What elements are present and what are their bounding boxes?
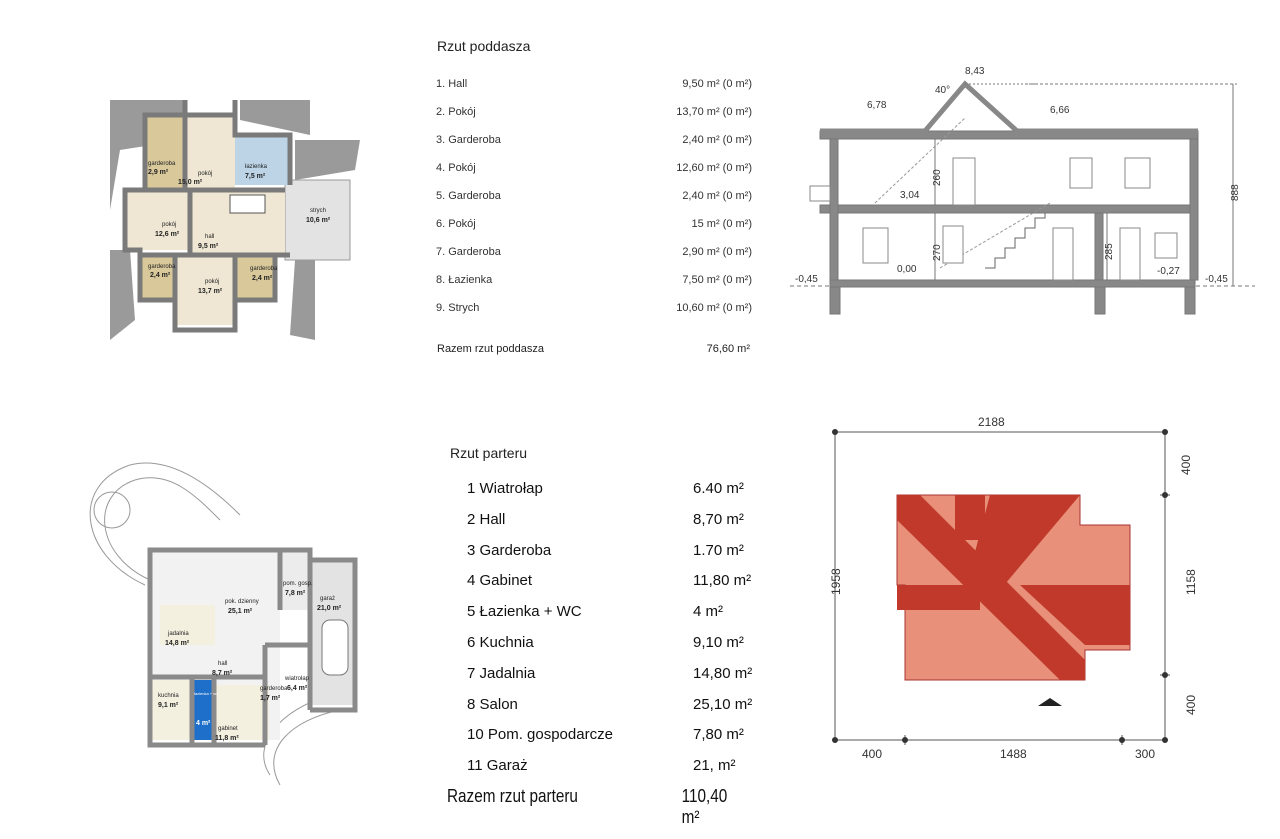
ground-lbl-garaz: garaż: [320, 596, 336, 602]
ground-lbl-gosp: pom. gosp.: [283, 581, 313, 587]
ground-room-area: 21, m²: [693, 757, 736, 775]
attic-lbl-pokoj-c: pokój: [205, 279, 220, 285]
attic-lbl-gard-a-area: 2,9 m²: [148, 169, 169, 176]
attic-stair: [230, 195, 265, 213]
ground-room-area: 11,80 m²: [693, 572, 752, 590]
ground-lbl-wiatrolap: wiatrołap: [285, 676, 310, 682]
attic-room-area: 10,60 m² (0 m²): [676, 302, 752, 314]
attic-room-name: 1. Hall: [436, 78, 468, 90]
ground-pom-gosp: [280, 550, 310, 610]
section-ground: 0,00: [897, 264, 917, 275]
ground-lbl-garaz-area: 21,0 m²: [317, 605, 342, 612]
ground-lbl-garderoba: garderoba: [260, 686, 288, 692]
site-left: 400: [862, 747, 883, 760]
ground-lbl-salon-area: 25,1 m²: [228, 608, 253, 615]
attic-room-row: [436, 100, 752, 128]
section-window-5: [1125, 158, 1150, 188]
ground-room-area: 4 m²: [693, 603, 723, 621]
ground-lbl-lazienka-area: 4 m²: [196, 720, 211, 727]
ground-car: [322, 620, 348, 675]
site-entrance-arrow: [1038, 698, 1062, 706]
ground-room-name: 8 Salon: [467, 695, 518, 713]
ground-lbl-hall-area: 8,7 m²: [212, 670, 233, 677]
attic-room-row: [436, 296, 752, 324]
ground-total-label: Razem rzut parteru: [447, 786, 578, 806]
ground-room-row: [467, 601, 767, 632]
attic-room-row: [436, 268, 752, 296]
attic-total: [437, 343, 750, 355]
attic-title: Rzut poddasza: [437, 38, 531, 54]
ground-room-row: [467, 663, 767, 694]
attic-room-name: 6. Pokój: [436, 218, 476, 230]
site-building: 1488: [1000, 747, 1027, 760]
section-window-4: [1070, 158, 1092, 188]
attic-room-name: 7. Garderoba: [436, 246, 501, 258]
section-window-2: [943, 226, 963, 263]
attic-lbl-hall-area: 9,5 m²: [198, 243, 219, 250]
ground-lazienka: [192, 680, 214, 740]
ground-total: [447, 786, 728, 827]
ground-room-row: [467, 724, 767, 755]
section-window-3: [1155, 233, 1177, 258]
section-h-ground: 270: [932, 244, 943, 261]
attic-room-area: 2,40 m² (0 m²): [682, 190, 752, 202]
attic-lbl-pokoj-b: pokój: [162, 222, 177, 228]
ground-lbl-gabinet-area: 11,8 m²: [215, 735, 239, 742]
ground-total-value: 110,40 m²: [681, 786, 728, 827]
attic-lbl-laz-area: 7,5 m²: [245, 173, 266, 180]
section-foundation-m: [1095, 286, 1105, 314]
site-depth: 1958: [829, 568, 843, 595]
attic-lbl-strych: strych: [310, 208, 327, 214]
attic-room-table: [436, 72, 752, 324]
attic-lbl-gard-b: garderoba: [148, 264, 176, 270]
ground-room-row: [467, 478, 767, 509]
attic-room-area: 9,50 m² (0 m²): [682, 78, 752, 90]
attic-lbl-pokoj-a: pokój: [198, 171, 213, 177]
section-floor1: 3,04: [900, 190, 920, 201]
attic-room-area: 13,70 m² (0 m²): [676, 106, 752, 118]
attic-room-name: 4. Pokój: [436, 162, 476, 174]
section-h-right: 285: [1104, 243, 1115, 260]
section-angle: 40°: [935, 85, 951, 96]
attic-pokoj-b: [125, 190, 190, 250]
ground-jadalnia: [160, 605, 215, 645]
section-ext-right-inner: -0,27: [1157, 266, 1180, 277]
ground-room-row: [467, 755, 767, 786]
cross-section: [785, 58, 1265, 323]
site-plan: [800, 410, 1200, 760]
ground-room-name: 5 Łazienka + WC: [467, 603, 582, 621]
attic-room-area: 7,50 m² (0 m²): [682, 274, 752, 286]
attic-room-name: 2. Pokój: [436, 106, 476, 118]
ground-room-row: [467, 632, 767, 663]
ground-lbl-salon: pok. dzienny: [225, 599, 259, 605]
section-wall-m: [1095, 213, 1103, 280]
attic-room-area: 12,60 m² (0 m²): [676, 162, 752, 174]
ground-room-table: [467, 478, 767, 786]
ground-room-name: 1 Wiatrołap: [467, 480, 543, 497]
ground-lbl-wiatrolap-area: 6,4 m²: [287, 685, 308, 692]
ground-lbl-jadalnia-area: 14,8 m²: [165, 640, 190, 647]
ground-lbl-kuchnia: kuchnia: [158, 693, 179, 699]
attic-lbl-strych-area: 10,6 m²: [306, 217, 331, 224]
ground-room-name: 6 Kuchnia: [467, 633, 534, 651]
attic-room-name: 8. Łazienka: [436, 274, 493, 286]
ground-room-area: 7,80 m²: [693, 726, 744, 744]
site-right: 300: [1135, 747, 1156, 760]
ground-room-area: 9,10 m²: [693, 633, 744, 651]
ground-kuchnia: [152, 680, 192, 740]
attic-lbl-laz: łazienka: [245, 164, 268, 170]
section-eave-right: 6,66: [1050, 105, 1070, 116]
attic-lbl-gard-c-area: 2,4 m²: [252, 275, 273, 282]
section-foundation-l: [830, 286, 840, 314]
ground-room-row: [467, 694, 767, 725]
site-bottom: 400: [1184, 694, 1198, 715]
attic-lbl-gard-a: garderoba: [148, 161, 176, 167]
section-window-1: [863, 228, 888, 263]
attic-room-name: 5. Garderoba: [436, 190, 501, 202]
section-door-3: [953, 158, 975, 205]
section-balcony: [810, 186, 830, 201]
attic-lbl-gard-b-area: 2,4 m²: [150, 272, 171, 279]
attic-total-label: Razem rzut poddasza: [437, 343, 544, 355]
attic-roof-se: [290, 260, 315, 340]
ground-lbl-lazienka: łazienka + wc: [194, 691, 219, 696]
ground-room-area: 8,70 m²: [693, 510, 744, 528]
attic-room-row: [436, 156, 752, 184]
section-slab-ground: [830, 280, 1195, 287]
ground-floor-plan: [70, 445, 370, 800]
section-wall-l: [830, 139, 838, 280]
attic-room-area: 15 m² (0 m²): [691, 218, 752, 230]
ground-room-name: 10 Pom. gospodarcze: [467, 726, 613, 744]
section-ext-left: -0,45: [795, 274, 818, 285]
attic-total-value: 76,60 m²: [706, 343, 750, 355]
ground-room-area: 1.70 m²: [693, 541, 744, 559]
section-slab-first: [820, 205, 1198, 213]
section-h-attic: 260: [932, 169, 943, 186]
ground-room-name: 7 Jadalnia: [467, 664, 536, 682]
attic-lbl-pokoj-a-area: 15,0 m²: [178, 179, 203, 186]
ground-room-name: 4 Gabinet: [467, 572, 533, 590]
section-stairs: [985, 213, 1045, 268]
ground-room-area: 25,10 m²: [693, 695, 753, 713]
section-door-1: [1053, 228, 1073, 280]
ground-room-area: 6.40 m²: [693, 480, 744, 497]
attic-roof-ne: [240, 100, 310, 135]
ground-room-area: 14,80 m²: [693, 664, 753, 682]
ground-lbl-garderoba-area: 1,7 m²: [260, 695, 281, 702]
attic-room-area: 2,40 m² (0 m²): [682, 134, 752, 146]
attic-room-row: [436, 184, 752, 212]
site-mid: 1158: [1184, 569, 1198, 595]
section-ridge: 8,43: [965, 66, 985, 77]
ground-lbl-gosp-area: 7,8 m²: [285, 590, 306, 597]
ground-lbl-hall: hall: [218, 661, 228, 667]
attic-lbl-hall: hall: [205, 234, 215, 240]
attic-lbl-gard-c: garderoba: [250, 266, 278, 272]
attic-roof-e: [295, 140, 360, 180]
attic-room-row: [436, 72, 752, 100]
section-ext-right: -0,45: [1205, 274, 1228, 285]
ground-title: Rzut parteru: [450, 445, 528, 461]
ground-room-name: 3 Garderoba: [467, 541, 552, 559]
attic-lbl-pokoj-c-area: 13,7 m²: [198, 288, 223, 295]
attic-room-area: 2,90 m² (0 m²): [682, 246, 752, 258]
site-top: 400: [1179, 454, 1193, 475]
attic-room-name: 3. Garderoba: [436, 134, 501, 146]
section-foundation-r: [1185, 286, 1195, 314]
site-width: 2188: [978, 415, 1005, 429]
attic-room-name: 9. Strych: [436, 302, 480, 314]
attic-lbl-pokoj-b-area: 12,6 m²: [155, 231, 180, 238]
section-door-2: [1120, 228, 1140, 280]
ground-lbl-jadalnia: jadalnia: [168, 631, 189, 637]
attic-room-row: [436, 128, 752, 156]
ground-room-row: [467, 570, 767, 601]
ground-room-name: 2 Hall: [467, 510, 506, 528]
section-total-height: 888: [1230, 184, 1241, 201]
attic-roof-sw: [110, 250, 135, 340]
ground-room-row: [467, 540, 767, 571]
ground-room-row: [467, 509, 767, 540]
section-eave-left: 6,78: [867, 100, 887, 111]
ground-room-name: 11 Garaż: [467, 757, 528, 775]
attic-room-row: [436, 240, 752, 268]
attic-room-row: [436, 212, 752, 240]
ground-lbl-kuchnia-area: 9,1 m²: [158, 702, 179, 709]
attic-floor-plan: [100, 90, 365, 345]
section-wall-r: [1190, 139, 1198, 280]
ground-lbl-gabinet: gabinet: [218, 726, 238, 732]
